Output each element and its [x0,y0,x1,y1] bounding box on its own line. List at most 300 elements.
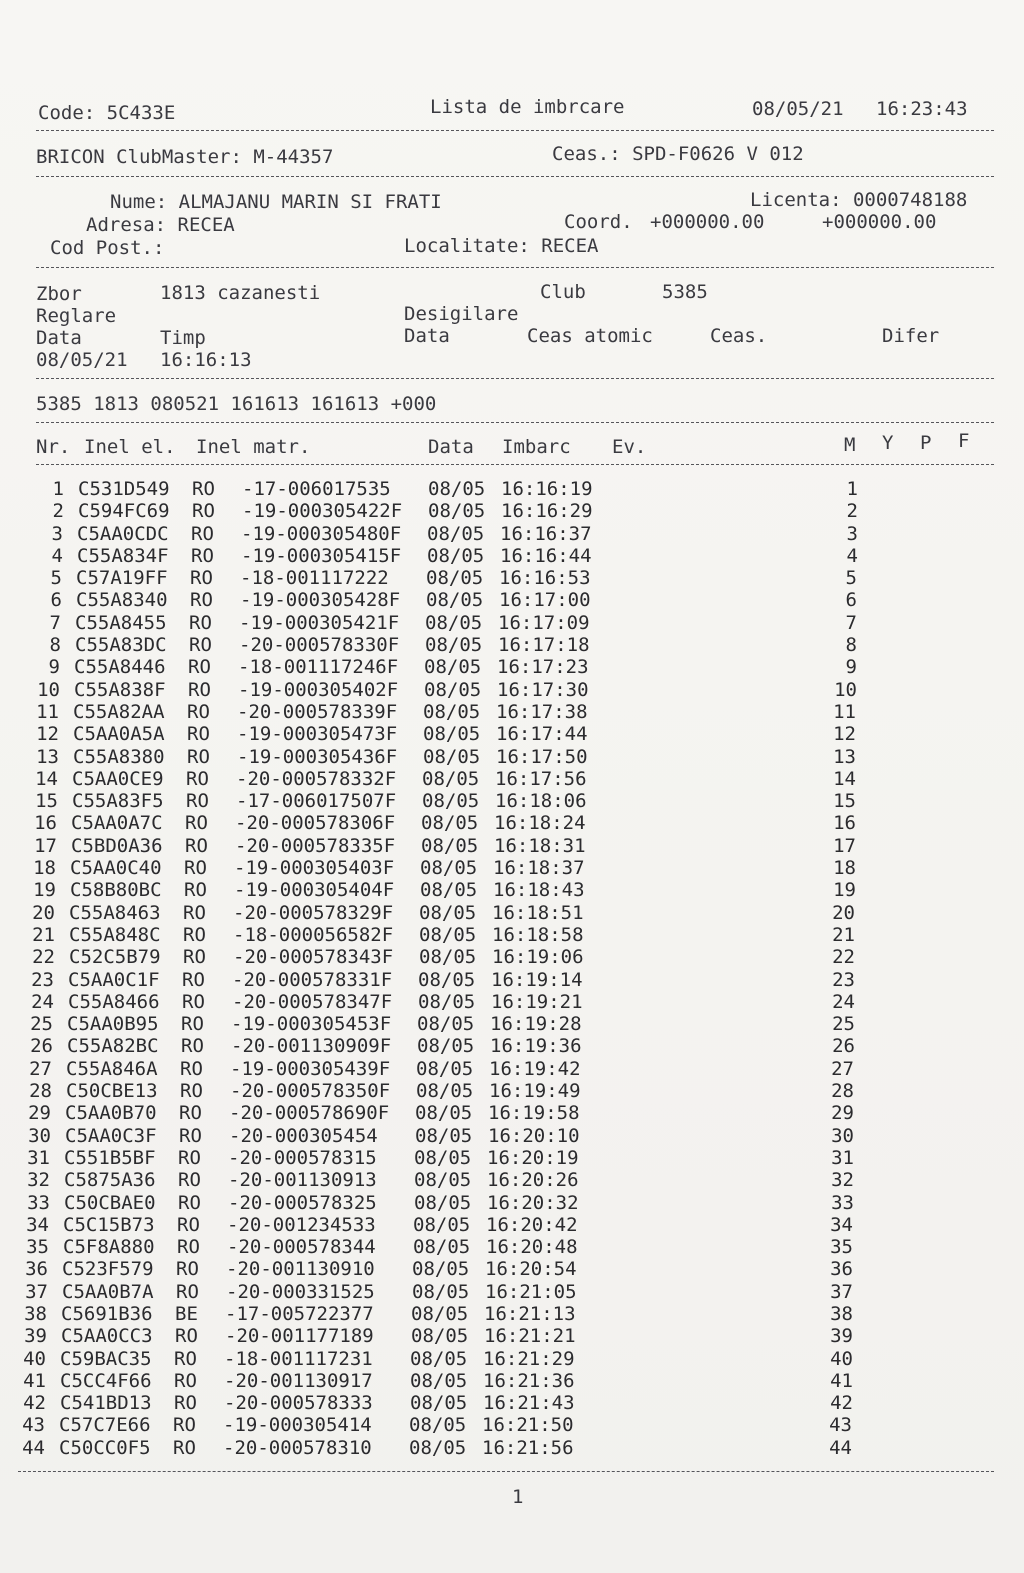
rank-m: 36 [830,1258,853,1281]
row-number: 35 [26,1236,49,1259]
country-code: RO [189,634,212,657]
arrival-time: 16:21:29 [483,1347,575,1370]
ring-number: -20-000331525 [226,1280,375,1303]
row-number: 31 [27,1146,50,1169]
table-row [0,567,1024,589]
table-row [0,1414,1024,1436]
row-number: 25 [30,1013,53,1036]
rank-m: 10 [834,678,857,701]
rank-m: 19 [833,879,856,902]
col-inel-el: Inel el. [84,436,176,458]
document-title: Lista de imbrcare [430,96,625,118]
rank-m: 11 [833,700,856,723]
country-code: RO [189,611,212,634]
coord-y: +000000.00 [822,211,937,233]
arrival-time: 16:21:50 [482,1414,574,1437]
rank-m: 32 [831,1169,854,1192]
ring-number: -19-000305403F [234,857,395,880]
country-code: RO [181,1013,204,1036]
arrival-date: 08/05 [425,634,483,657]
table-row [0,1437,1024,1459]
country-code: RO [174,1369,197,1392]
row-number: 14 [35,767,58,790]
table-row [0,768,1024,790]
electronic-ring: C55A83DC [75,634,167,657]
row-number: 26 [30,1035,53,1058]
row-number: 7 [49,611,61,634]
country-code: RO [176,1280,199,1303]
row-number: 2 [52,500,64,523]
divider [18,1471,994,1472]
ring-number: -20-000578310 [223,1436,372,1459]
electronic-ring: C5AA0C40 [70,857,162,880]
row-number: 39 [24,1325,47,1348]
arrival-date: 08/05 [412,1258,470,1281]
arrival-date: 08/05 [421,812,479,835]
ring-number: -20-001130909F [231,1035,392,1058]
country-code: RO [187,700,210,723]
arrival-date: 08/05 [427,544,485,567]
arrival-time: 16:20:26 [487,1169,579,1192]
electronic-ring: C5AA0B70 [65,1102,157,1125]
reglare-date-label: Data [36,327,82,349]
row-number: 24 [31,990,54,1013]
table-row [0,1013,1024,1035]
arrival-time: 16:21:56 [482,1436,574,1459]
table-row [0,656,1024,678]
ring-number: -17-005722377 [225,1302,374,1325]
ring-number: -20-000578315 [228,1146,377,1169]
clock-label: Ceas. [710,325,768,347]
ring-number: -19-000305421F [239,611,400,634]
table-row [0,946,1024,968]
rank-m: 35 [830,1236,853,1259]
electronic-ring: C55A8463 [69,901,161,924]
electronic-ring: C57A19FF [76,567,168,590]
ring-number: -20-000578347F [232,990,393,1013]
table-row [0,500,1024,522]
rank-m: 17 [833,834,856,857]
ring-number: -20-001177189 [225,1325,374,1348]
ring-number: -20-001130910 [226,1258,375,1281]
table-row [0,1258,1024,1280]
rank-m: 16 [833,812,856,835]
electronic-ring: C5691B36 [61,1302,153,1325]
rank-m: 13 [833,745,856,768]
rank-m: 29 [831,1102,854,1125]
row-number: 37 [25,1280,48,1303]
flight-code-line: 5385 1813 080521 161613 161613 +000 [36,393,437,415]
license-number: Licenta: 0000748188 [750,189,968,211]
ring-number: -19-000305415F [241,544,402,567]
rank-m: 39 [830,1325,853,1348]
arrival-time: 16:19:58 [488,1102,580,1125]
electronic-ring: C594FC69 [78,500,170,523]
ring-number: -20-000578335F [235,834,396,857]
table-row [0,835,1024,857]
table-row [0,1102,1024,1124]
electronic-ring: C531D549 [78,478,170,500]
page-number: 1 [512,1486,524,1508]
table-row [0,1392,1024,1414]
table-row [0,902,1024,924]
col-ev: Ev. [612,436,647,458]
rank-m: 38 [830,1302,853,1325]
table-row [0,612,1024,634]
desigilare-label: Desigilare [404,303,519,325]
country-code: RO [186,767,209,790]
arrival-date: 08/05 [424,678,482,701]
table-row [0,812,1024,834]
electronic-ring: C5F8A880 [63,1236,155,1259]
ring-number: -20-001130913 [228,1169,377,1192]
ring-number: -19-000305473F [237,723,398,746]
row-number: 17 [34,834,57,857]
electronic-ring: C55A838F [74,678,166,701]
arrival-date: 08/05 [423,745,481,768]
arrival-date: 08/05 [415,1102,473,1125]
arrival-time: 16:20:19 [487,1146,579,1169]
country-code: RO [188,678,211,701]
clubmaster-id: BRICON ClubMaster: M-44357 [36,146,334,168]
table-row [0,746,1024,768]
divider [36,267,994,268]
rank-m: 22 [832,946,855,969]
rank-m: 28 [831,1080,854,1103]
row-number: 5 [50,567,62,590]
owner-address: Adresa: RECEA [86,214,235,236]
row-number: 21 [32,923,55,946]
arrival-time: 16:21:05 [485,1280,577,1303]
arrival-time: 16:21:13 [484,1302,576,1325]
row-number: 1 [52,478,64,500]
country-code: RO [192,500,215,523]
arrival-date: 08/05 [418,990,476,1013]
ring-number: -19-000305414 [223,1414,372,1437]
ring-number: -20-000578339F [237,700,398,723]
arrival-date: 08/05 [416,1057,474,1080]
rank-m: 40 [830,1347,853,1370]
rank-m: 31 [831,1146,854,1169]
arrival-time: 16:16:19 [501,478,593,500]
arrival-date: 08/05 [410,1392,468,1415]
arrival-date: 08/05 [418,968,476,991]
ring-number: -18-000056582F [233,923,394,946]
table-row [0,1325,1024,1347]
row-number: 3 [51,522,63,545]
country-code: RO [173,1436,196,1459]
divider [36,464,994,465]
table-row [0,1303,1024,1325]
row-number: 19 [33,879,56,902]
electronic-ring: C58B80BC [70,879,162,902]
arrival-date: 08/05 [422,790,480,813]
ring-number: -20-001130917 [224,1369,373,1392]
table-row [0,1035,1024,1057]
arrival-time: 16:17:00 [499,589,591,612]
locality: Localitate: RECEA [404,235,599,257]
ring-number: -20-000578344 [227,1236,376,1259]
arrival-time: 16:19:42 [489,1057,581,1080]
rank-m: 21 [832,923,855,946]
col-m: M [844,434,856,456]
country-code: RO [180,1080,203,1103]
row-number: 9 [48,656,60,679]
country-code: BE [175,1302,198,1325]
country-code: RO [182,968,205,991]
electronic-ring: C50CBAE0 [64,1191,156,1214]
arrival-time: 16:19:36 [490,1035,582,1058]
table-row [0,790,1024,812]
table-row [0,1214,1024,1236]
electronic-ring: C55A82BC [67,1035,159,1058]
ring-number: -20-000578332F [236,767,397,790]
arrival-time: 16:16:37 [500,522,592,545]
country-code: RO [184,879,207,902]
electronic-ring: C55A848C [69,923,161,946]
country-code: RO [186,790,209,813]
rank-m: 30 [831,1124,854,1147]
rank-m: 20 [832,901,855,924]
table-row [0,478,1024,500]
arrival-date: 08/05 [413,1213,471,1236]
arrival-time: 16:18:24 [494,812,586,835]
reglare-label: Reglare [36,305,117,327]
col-imbarc: Imbarc [502,436,571,458]
rank-m: 5 [845,567,857,590]
rank-m: 33 [831,1191,854,1214]
electronic-ring: C55A8466 [68,990,160,1013]
arrival-date: 08/05 [426,567,484,590]
rank-m: 43 [829,1414,852,1437]
divider [36,130,994,131]
ring-number: -20-000578329F [233,901,394,924]
row-number: 23 [31,968,54,991]
rank-m: 3 [846,522,858,545]
rank-m: 37 [830,1280,853,1303]
arrival-time: 16:19:49 [489,1080,581,1103]
row-number: 20 [32,901,55,924]
arrival-time: 16:20:10 [488,1124,580,1147]
print-date: 08/05/21 [752,98,844,120]
ring-list [0,478,1024,1459]
arrival-date: 08/05 [417,1013,475,1036]
ring-number: -19-000305404F [234,879,395,902]
ring-number: -20-000578333 [224,1392,373,1415]
electronic-ring: C5AA0A7C [71,812,163,835]
arrival-time: 16:17:38 [496,700,588,723]
col-data: Data [428,436,474,458]
rank-m: 18 [833,857,856,880]
country-code: RO [184,857,207,880]
country-code: RO [181,1035,204,1058]
table-row [0,879,1024,901]
electronic-ring: C551B5BF [64,1146,156,1169]
row-number: 10 [37,678,60,701]
electronic-ring: C5BD0A36 [71,834,163,857]
arrival-time: 16:21:21 [484,1325,576,1348]
row-number: 4 [51,544,63,567]
arrival-time: 16:17:30 [497,678,589,701]
table-row [0,857,1024,879]
col-nr: Nr. [36,436,71,458]
ring-number: -18-001117222 [240,567,389,590]
rank-m: 2 [846,500,858,523]
arrival-date: 08/05 [424,656,482,679]
row-number: 22 [32,946,55,969]
rank-m: 25 [832,1013,855,1036]
ring-number: -20-000578343F [233,946,394,969]
ring-number: -19-000305402F [238,678,399,701]
rank-m: 4 [846,544,858,567]
rank-m: 26 [832,1035,855,1058]
arrival-date: 08/05 [423,723,481,746]
electronic-ring: C5CC4F66 [60,1369,152,1392]
club-label: Club [540,281,586,303]
col-y: Y [882,432,894,454]
flight-label: Zbor [36,283,82,305]
country-code: RO [190,589,213,612]
electronic-ring: C59BAC35 [60,1347,152,1370]
ring-number: -18-001117246F [238,656,399,679]
arrival-time: 16:20:48 [486,1236,578,1259]
divider [36,378,994,379]
country-code: RO [178,1146,201,1169]
country-code: RO [182,990,205,1013]
country-code: RO [187,723,210,746]
country-code: RO [183,901,206,924]
code-label: Code: 5C433E [38,102,176,124]
country-code: RO [173,1414,196,1437]
row-number: 43 [22,1414,45,1437]
row-number: 38 [24,1302,47,1325]
table-row [0,523,1024,545]
arrival-date: 08/05 [423,700,481,723]
table-row [0,1169,1024,1191]
arrival-date: 08/05 [416,1080,474,1103]
table-row [0,991,1024,1013]
electronic-ring: C57C7E66 [59,1414,151,1437]
table-row [0,1348,1024,1370]
row-number: 8 [49,634,61,657]
arrival-time: 16:16:29 [501,500,593,523]
table-row [0,1058,1024,1080]
row-number: 27 [29,1057,52,1080]
electronic-ring: C55A834F [77,544,169,567]
divider [36,176,994,177]
col-f: F [958,430,970,452]
country-code: RO [191,522,214,545]
arrival-date: 08/05 [427,522,485,545]
table-row [0,723,1024,745]
ring-number: -20-000578350F [230,1080,391,1103]
ring-number: -17-006017507F [236,790,397,813]
reglare-time: 16:16:13 [160,349,252,371]
electronic-ring: C55A8340 [76,589,168,612]
rank-m: 12 [833,723,856,746]
country-code: RO [180,1057,203,1080]
print-time: 16:23:43 [876,98,968,120]
arrival-date: 08/05 [419,923,477,946]
arrival-time: 16:18:31 [494,834,586,857]
table-row [0,589,1024,611]
arrival-date: 08/05 [419,901,477,924]
arrival-time: 16:18:43 [493,879,585,902]
arrival-date: 08/05 [420,879,478,902]
ring-number: -20-001234533 [227,1213,376,1236]
arrival-time: 16:17:18 [498,634,590,657]
table-row [0,1125,1024,1147]
electronic-ring: C5AA0A5A [73,723,165,746]
row-number: 13 [36,745,59,768]
country-code: RO [176,1258,199,1281]
arrival-date: 08/05 [410,1369,468,1392]
table-row [0,1080,1024,1102]
desigilare-date-label: Data [404,325,450,347]
ring-number: -19-000305439F [230,1057,391,1080]
electronic-ring: C5AA0B7A [62,1280,154,1303]
country-code: RO [177,1236,200,1259]
ring-number: -18-001117231 [224,1347,373,1370]
rank-m: 6 [845,589,857,612]
electronic-ring: C5AA0CC3 [61,1325,153,1348]
arrival-time: 16:18:37 [493,857,585,880]
arrival-time: 16:21:43 [483,1392,575,1415]
arrival-time: 16:18:51 [492,901,584,924]
arrival-time: 16:21:36 [483,1369,575,1392]
arrival-time: 16:19:14 [491,968,583,991]
electronic-ring: C5875A36 [64,1169,156,1192]
arrival-time: 16:16:44 [500,544,592,567]
row-number: 33 [27,1191,50,1214]
row-number: 32 [27,1169,50,1192]
country-code: RO [190,567,213,590]
divider [36,422,994,423]
difference-label: Difer [882,325,940,347]
rank-m: 14 [833,767,856,790]
table-row [0,634,1024,656]
col-p: P [920,432,932,454]
arrival-date: 08/05 [426,589,484,612]
reglare-date: 08/05/21 [36,349,128,371]
country-code: RO [179,1124,202,1147]
ring-number: -19-000305453F [231,1013,392,1036]
electronic-ring: C5C15B73 [63,1213,155,1236]
arrival-date: 08/05 [411,1302,469,1325]
atomic-clock-label: Ceas atomic [527,325,653,347]
country-code: RO [175,1325,198,1348]
arrival-time: 16:17:23 [497,656,589,679]
row-number: 11 [36,700,59,723]
arrival-date: 08/05 [410,1347,468,1370]
arrival-date: 08/05 [414,1191,472,1214]
electronic-ring: C55A8455 [75,611,167,634]
arrival-date: 08/05 [412,1280,470,1303]
table-row [0,1370,1024,1392]
ring-number: -20-000578325 [228,1191,377,1214]
club-value: 5385 [662,281,708,303]
row-number: 15 [35,790,58,813]
rank-m: 24 [832,990,855,1013]
table-row [0,969,1024,991]
rank-m: 44 [829,1436,852,1459]
ring-number: -20-000578330F [239,634,400,657]
country-code: RO [174,1392,197,1415]
country-code: RO [177,1213,200,1236]
rank-m: 8 [845,634,857,657]
clock-id: Ceas.: SPD-F0626 V 012 [552,143,804,165]
electronic-ring: C5AA0B95 [67,1013,159,1036]
